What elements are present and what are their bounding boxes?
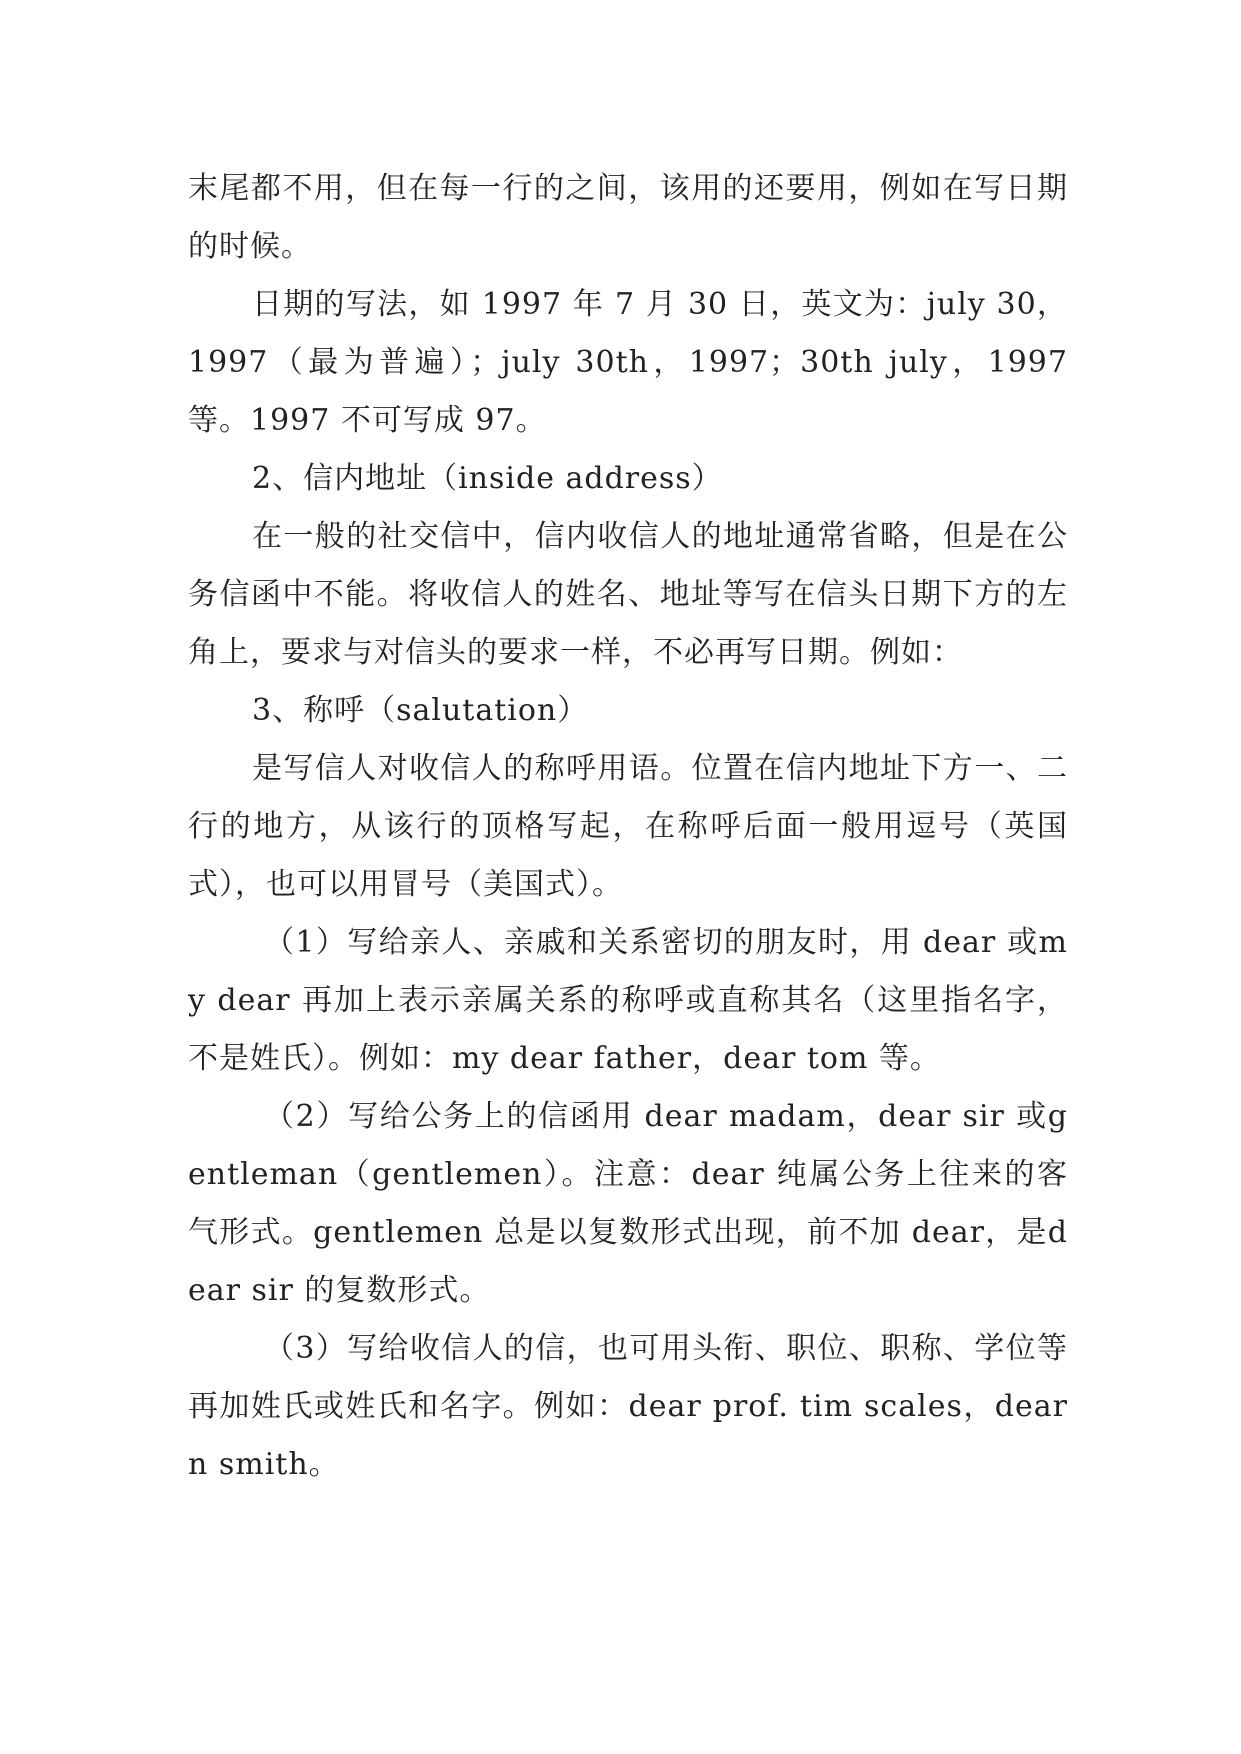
paragraph-salutation: 是写信人对收信人的称呼用语。位置在信内地址下方一、二行的地方，从该行的顶格写起，在称呼后面一般用逗号（英国式），也可以用冒号（美国式）。 bbox=[188, 751, 1068, 902]
heading-inside-address: 2、信内地址（inside address） bbox=[252, 461, 723, 496]
paragraph-inside-address: 在一般的社交信中，信内收信人的地址通常省略，但是在公务信函中不能。将收信人的姓名、地址等写在信头日期下方的左角上，要求与对信头的要求一样，不必再写日期。例如： bbox=[188, 519, 1068, 670]
paragraph-date-format: 日期的写法，如 1997 年 7 月 30 日，英文为：july 30，1997（最为普遍）；july 30th，1997；30th july，1997 等。1997 不可写成 97。 bbox=[188, 287, 1068, 438]
heading-salutation: 3、称呼（salutation） bbox=[252, 693, 589, 728]
paragraph-salutation-item-2: （2）写给公务上的信函用 dear madam，dear sir 或gentleman（gentlemen）。注意：dear 纯属公务上往来的客气形式。gentlemen 总是以复数形式出现，前不加 dear，是dear sir 的复数形式。 bbox=[188, 1099, 1068, 1308]
paragraph-continuation: 末尾都不用，但在每一行的之间，该用的还要用，例如在写日期的时候。 bbox=[188, 171, 1068, 264]
paragraph-salutation-item-3: （3）写给收信人的信，也可用头衔、职位、职称、学位等再加姓氏或姓氏和名字。例如：dear prof. tim scales，dear n smith。 bbox=[188, 1331, 1068, 1482]
paragraph-salutation-item-1: （1）写给亲人、亲戚和关系密切的朋友时，用 dear 或my dear 再加上表示亲属关系的称呼或直称其名（这里指名字，不是姓氏）。例如：my dear father，dear tom 等。 bbox=[188, 925, 1068, 1076]
document-body bbox=[188, 160, 1068, 1494]
